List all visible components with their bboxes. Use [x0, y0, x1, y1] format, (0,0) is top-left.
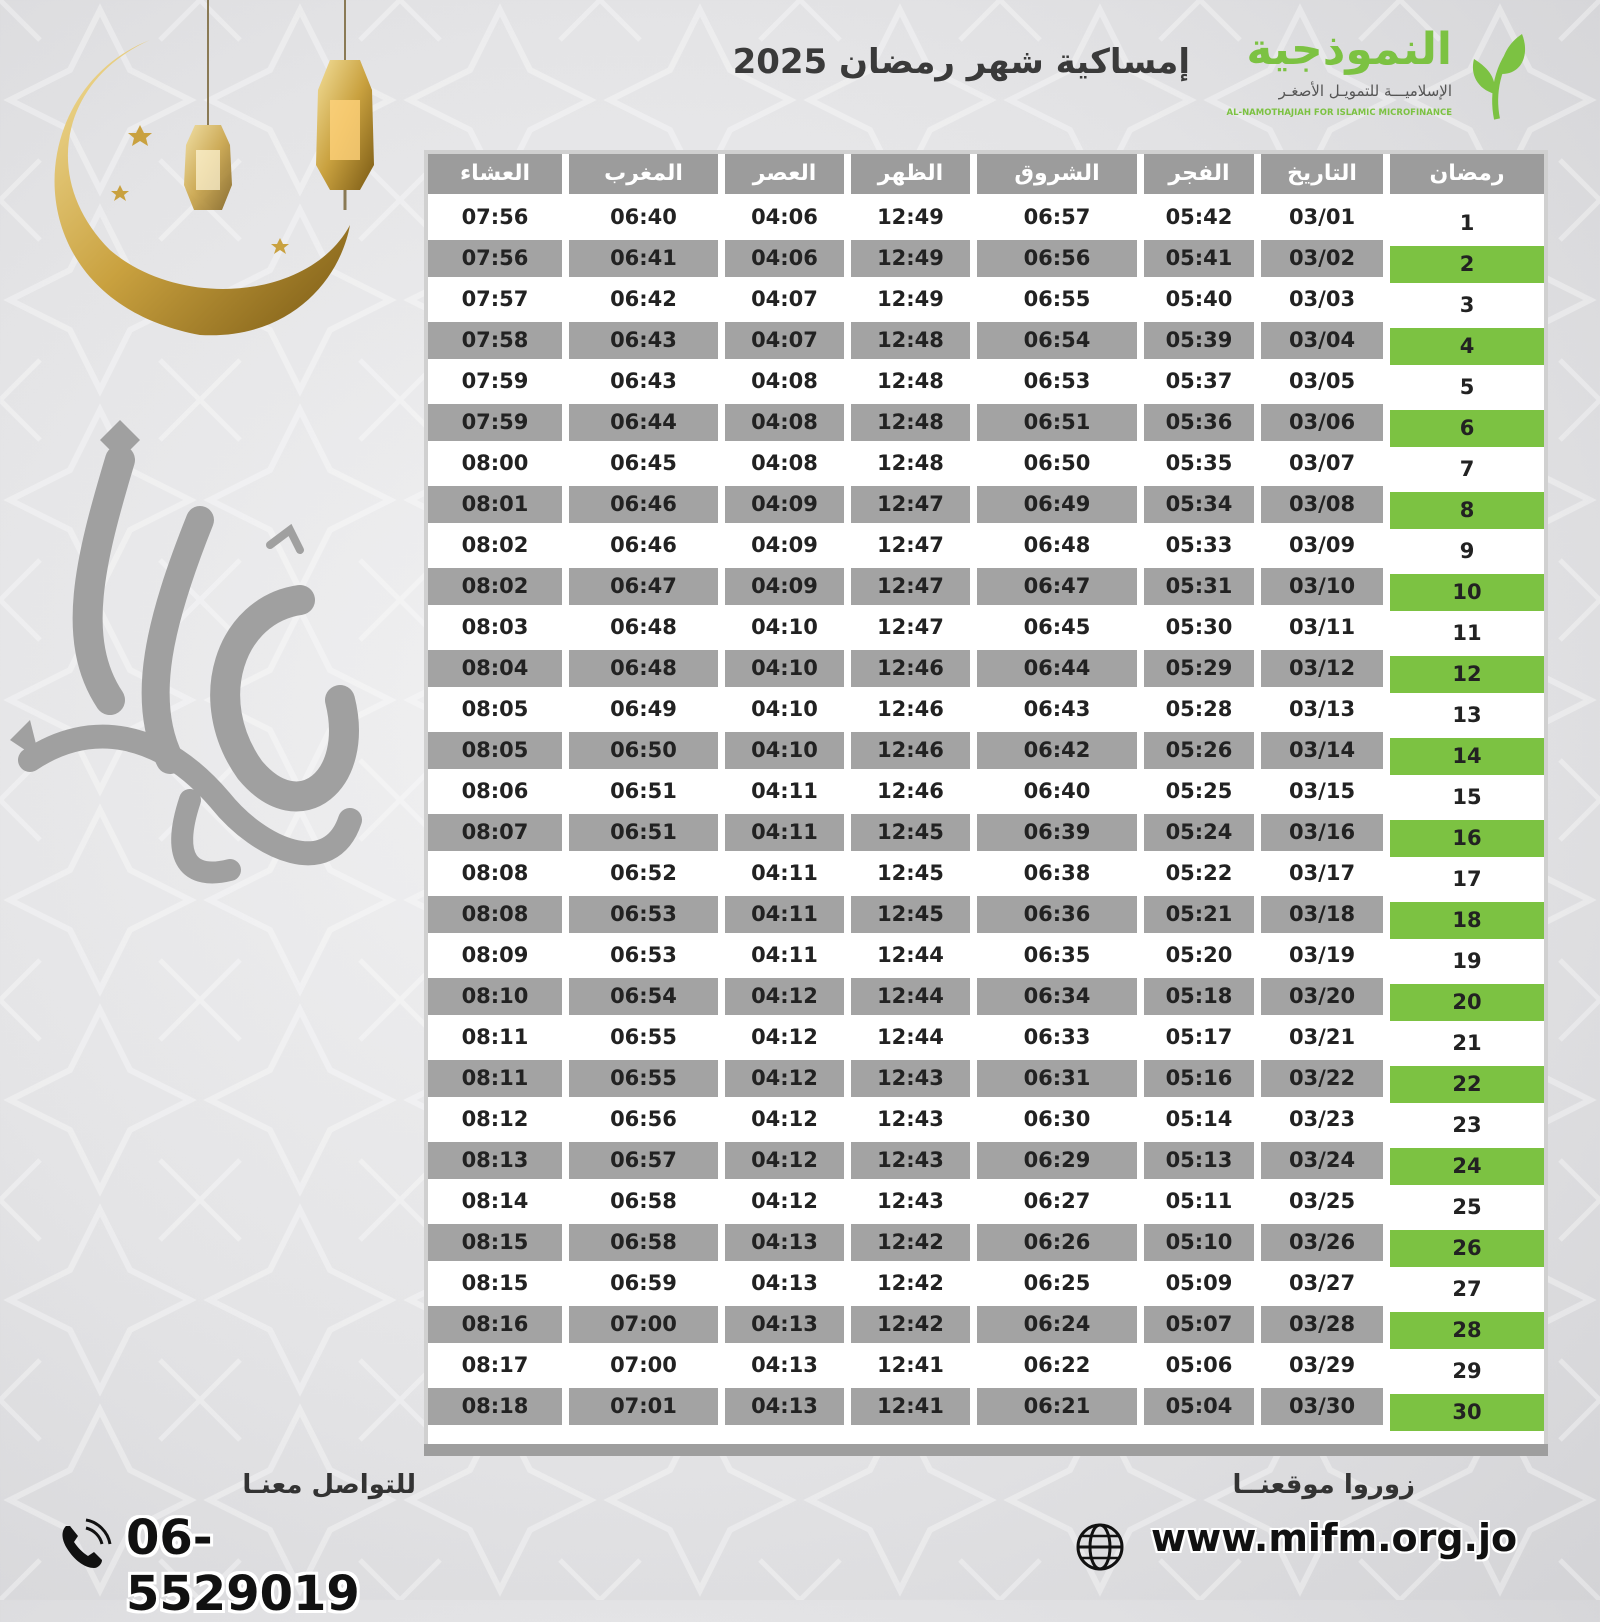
cell-asr: 04:13 — [751, 1271, 818, 1295]
cell-fajr: 05:34 — [1144, 486, 1254, 523]
cell-day: 20 — [1390, 984, 1544, 1021]
cell-shuruq: 06:44 — [977, 650, 1137, 687]
cell-maghrib: 06:57 — [569, 1142, 718, 1179]
cell-date: 03/17 — [1288, 861, 1356, 885]
cell-date: 03/03 — [1288, 287, 1356, 311]
cell-dhuhr: 12:42 — [851, 1306, 970, 1343]
cell-date: 03/29 — [1288, 1353, 1356, 1377]
cell-isha: 08:17 — [461, 1353, 529, 1377]
table-row — [428, 404, 1544, 441]
table-row — [428, 691, 1544, 728]
cell-isha: 08:10 — [428, 978, 562, 1015]
cell-fajr: 05:30 — [1165, 615, 1233, 639]
cell-shuruq: 06:51 — [977, 404, 1137, 441]
cell-date: 03/14 — [1261, 732, 1383, 769]
cell-maghrib: 06:42 — [610, 287, 677, 311]
cell-asr: 04:10 — [751, 697, 818, 721]
visit-label: زوروا موقعنــا — [1232, 1470, 1415, 1500]
cell-dhuhr: 12:45 — [851, 814, 970, 851]
cell-maghrib: 06:50 — [569, 732, 718, 769]
cell-shuruq: 06:40 — [1023, 779, 1091, 803]
cell-shuruq: 06:53 — [1023, 369, 1091, 393]
cell-fajr: 05:17 — [1165, 1025, 1233, 1049]
visit-block — [1075, 1470, 1535, 1580]
table-row — [428, 1265, 1544, 1302]
cell-dhuhr: 12:44 — [877, 1025, 944, 1049]
cell-day: 19 — [1452, 949, 1482, 973]
cell-date: 03/30 — [1261, 1388, 1383, 1425]
cell-asr: 04:13 — [725, 1224, 844, 1261]
cell-fajr: 05:20 — [1165, 943, 1233, 967]
cell-maghrib: 06:51 — [610, 779, 677, 803]
cell-maghrib: 06:46 — [569, 486, 718, 523]
cell-maghrib: 06:44 — [569, 404, 718, 441]
cell-dhuhr: 12:46 — [851, 732, 970, 769]
cell-day: 1 — [1459, 211, 1475, 235]
cell-shuruq: 06:30 — [1023, 1107, 1091, 1131]
cell-fajr: 05:39 — [1144, 322, 1254, 359]
cell-maghrib: 06:55 — [569, 1060, 718, 1097]
cell-day: 9 — [1459, 539, 1475, 563]
cell-fajr: 05:18 — [1144, 978, 1254, 1015]
table-row — [428, 1142, 1544, 1179]
cell-fajr: 05:22 — [1165, 861, 1233, 885]
cell-maghrib: 06:45 — [610, 451, 677, 475]
cell-shuruq: 06:21 — [977, 1388, 1137, 1425]
cell-date: 03/25 — [1288, 1189, 1356, 1213]
cell-asr: 04:11 — [725, 896, 844, 933]
cell-dhuhr: 12:47 — [877, 533, 944, 557]
globe-icon — [1075, 1522, 1125, 1572]
table-row — [428, 568, 1544, 605]
cell-asr: 04:13 — [725, 1306, 844, 1343]
cell-shuruq: 06:35 — [1023, 943, 1091, 967]
cell-date: 03/01 — [1288, 205, 1356, 229]
table-bottom-bar — [424, 1444, 1548, 1456]
cell-maghrib: 06:40 — [610, 205, 677, 229]
cell-shuruq: 06:33 — [1023, 1025, 1091, 1049]
cell-asr: 04:12 — [751, 1189, 818, 1213]
cell-date: 03/24 — [1261, 1142, 1383, 1179]
cell-shuruq: 06:45 — [1023, 615, 1091, 639]
cell-asr: 04:10 — [751, 615, 818, 639]
table-row — [428, 937, 1544, 974]
cell-fajr: 05:06 — [1165, 1353, 1233, 1377]
cell-date: 03/23 — [1288, 1107, 1356, 1131]
cell-fajr: 05:26 — [1144, 732, 1254, 769]
cell-isha: 08:16 — [428, 1306, 562, 1343]
cell-asr: 04:12 — [751, 1107, 818, 1131]
cell-date: 03/02 — [1261, 240, 1383, 277]
table-row — [428, 1101, 1544, 1138]
table-row — [428, 1060, 1544, 1097]
phone-icon — [56, 1518, 112, 1574]
cell-maghrib: 07:00 — [569, 1306, 718, 1343]
contact-phone[interactable]: 06-5529019 — [126, 1510, 360, 1622]
cell-fajr: 05:36 — [1144, 404, 1254, 441]
table-row — [428, 732, 1544, 769]
table-row — [428, 486, 1544, 523]
cell-maghrib: 06:48 — [610, 615, 677, 639]
cell-isha: 08:06 — [461, 779, 529, 803]
cell-isha: 08:05 — [428, 732, 562, 769]
cell-isha: 08:15 — [428, 1224, 562, 1261]
cell-date: 03/09 — [1288, 533, 1356, 557]
cell-date: 03/19 — [1288, 943, 1356, 967]
contact-label: للتواصل معنـا — [242, 1470, 416, 1500]
lantern-icon — [184, 0, 374, 210]
cell-isha: 08:15 — [461, 1271, 529, 1295]
cell-asr: 04:06 — [751, 205, 818, 229]
cell-isha: 07:59 — [461, 369, 529, 393]
cell-shuruq: 06:43 — [1023, 697, 1091, 721]
cell-isha: 08:09 — [461, 943, 529, 967]
cell-maghrib: 06:43 — [569, 322, 718, 359]
cell-isha: 08:08 — [428, 896, 562, 933]
cell-dhuhr: 12:41 — [877, 1353, 944, 1377]
cell-shuruq: 06:22 — [1023, 1353, 1091, 1377]
cell-maghrib: 06:51 — [569, 814, 718, 851]
logo-name: النموذجية — [1246, 24, 1452, 75]
cell-shuruq: 06:47 — [977, 568, 1137, 605]
cell-shuruq: 06:54 — [977, 322, 1137, 359]
cell-day: 26 — [1390, 1230, 1544, 1267]
cell-dhuhr: 12:49 — [851, 240, 970, 277]
cell-isha: 07:58 — [428, 322, 562, 359]
cell-day: 7 — [1459, 457, 1475, 481]
cell-asr: 04:07 — [751, 287, 818, 311]
table-row — [428, 527, 1544, 564]
page-title: إمساكية شهر رمضان 2025 — [732, 42, 1190, 82]
cell-day: 14 — [1390, 738, 1544, 775]
cell-shuruq: 06:27 — [1023, 1189, 1091, 1213]
cell-date: 03/18 — [1261, 896, 1383, 933]
cell-fajr: 05:11 — [1165, 1189, 1233, 1213]
cell-maghrib: 06:59 — [610, 1271, 677, 1295]
table-row — [428, 240, 1544, 277]
cell-maghrib: 06:52 — [610, 861, 677, 885]
cell-date: 03/04 — [1261, 322, 1383, 359]
cell-day: 8 — [1390, 492, 1544, 529]
cell-dhuhr: 12:46 — [851, 650, 970, 687]
cell-maghrib: 06:43 — [610, 369, 677, 393]
cell-day: 5 — [1459, 375, 1475, 399]
ramadan-ornament — [0, 0, 420, 1460]
cell-day: 29 — [1452, 1359, 1482, 1383]
cell-asr: 04:13 — [751, 1353, 818, 1377]
table-row — [428, 1019, 1544, 1056]
cell-day: 21 — [1452, 1031, 1482, 1055]
cell-day: 30 — [1390, 1394, 1544, 1431]
cell-fajr: 05:33 — [1165, 533, 1233, 557]
cell-dhuhr: 12:47 — [851, 486, 970, 523]
cell-day: 24 — [1390, 1148, 1544, 1185]
cell-isha: 08:01 — [428, 486, 562, 523]
cell-isha: 07:56 — [428, 240, 562, 277]
table-row — [428, 896, 1544, 933]
cell-dhuhr: 12:41 — [851, 1388, 970, 1425]
cell-asr: 04:13 — [725, 1388, 844, 1425]
imsakia-table — [424, 150, 1548, 1456]
cell-asr: 04:12 — [725, 978, 844, 1015]
cell-asr: 04:07 — [725, 322, 844, 359]
cell-dhuhr: 12:42 — [877, 1271, 944, 1295]
cell-dhuhr: 12:46 — [877, 779, 944, 803]
cell-asr: 04:11 — [751, 779, 818, 803]
cell-fajr: 05:40 — [1165, 287, 1233, 311]
cell-day: 2 — [1390, 246, 1544, 283]
cell-date: 03/22 — [1261, 1060, 1383, 1097]
table-row — [428, 855, 1544, 892]
cell-day: 13 — [1452, 703, 1482, 727]
table-row — [428, 650, 1544, 687]
cell-shuruq: 06:31 — [977, 1060, 1137, 1097]
cell-date: 03/20 — [1261, 978, 1383, 1015]
cell-day: 6 — [1390, 410, 1544, 447]
cell-dhuhr: 12:47 — [877, 615, 944, 639]
cell-date: 03/06 — [1261, 404, 1383, 441]
header-maghrib: المغرب — [569, 154, 718, 194]
table-row — [428, 609, 1544, 646]
cell-date: 03/10 — [1261, 568, 1383, 605]
cell-asr: 04:10 — [725, 650, 844, 687]
cell-asr: 04:12 — [751, 1025, 818, 1049]
table-row — [428, 773, 1544, 810]
cell-asr: 04:08 — [751, 369, 818, 393]
cell-dhuhr: 12:42 — [851, 1224, 970, 1261]
cell-dhuhr: 12:43 — [851, 1142, 970, 1179]
cell-fajr: 05:37 — [1165, 369, 1233, 393]
leaf-icon — [1462, 24, 1532, 124]
cell-date: 03/21 — [1288, 1025, 1356, 1049]
cell-dhuhr: 12:45 — [877, 861, 944, 885]
cell-maghrib: 06:54 — [569, 978, 718, 1015]
cell-dhuhr: 12:43 — [851, 1060, 970, 1097]
cell-fajr: 05:24 — [1144, 814, 1254, 851]
website-link[interactable]: www.mifm.org.jo — [1151, 1516, 1518, 1560]
cell-maghrib: 06:53 — [569, 896, 718, 933]
cell-isha: 07:56 — [461, 205, 529, 229]
cell-day: 12 — [1390, 656, 1544, 693]
cell-dhuhr: 12:43 — [877, 1189, 944, 1213]
cell-dhuhr: 12:44 — [877, 943, 944, 967]
cell-date: 03/15 — [1288, 779, 1356, 803]
cell-maghrib: 06:55 — [610, 1025, 677, 1049]
cell-isha: 08:00 — [461, 451, 529, 475]
cell-day: 27 — [1452, 1277, 1482, 1301]
cell-dhuhr: 12:48 — [851, 404, 970, 441]
cell-date: 03/27 — [1288, 1271, 1356, 1295]
table-row — [428, 281, 1544, 318]
cell-shuruq: 06:42 — [977, 732, 1137, 769]
cell-day: 28 — [1390, 1312, 1544, 1349]
cell-dhuhr: 12:48 — [877, 451, 944, 475]
cell-date: 03/08 — [1261, 486, 1383, 523]
cell-isha: 08:02 — [461, 533, 529, 557]
cell-maghrib: 06:56 — [610, 1107, 677, 1131]
cell-date: 03/12 — [1261, 650, 1383, 687]
cell-asr: 04:11 — [725, 814, 844, 851]
table-row — [428, 1224, 1544, 1261]
cell-shuruq: 06:39 — [977, 814, 1137, 851]
cell-isha: 08:12 — [461, 1107, 529, 1131]
cell-shuruq: 06:29 — [977, 1142, 1137, 1179]
header-dhuhr: الظهر — [851, 154, 970, 194]
cell-fajr: 05:31 — [1144, 568, 1254, 605]
cell-maghrib: 06:46 — [610, 533, 677, 557]
cell-fajr: 05:28 — [1165, 697, 1233, 721]
cell-asr: 04:11 — [751, 861, 818, 885]
cell-day: 10 — [1390, 574, 1544, 611]
cell-asr: 04:12 — [725, 1060, 844, 1097]
cell-day: 25 — [1452, 1195, 1482, 1219]
cell-fajr: 05:04 — [1144, 1388, 1254, 1425]
cell-shuruq: 06:24 — [977, 1306, 1137, 1343]
cell-isha: 07:59 — [428, 404, 562, 441]
cell-asr: 04:12 — [725, 1142, 844, 1179]
cell-asr: 04:09 — [725, 568, 844, 605]
cell-isha: 08:11 — [461, 1025, 529, 1049]
cell-fajr: 05:16 — [1144, 1060, 1254, 1097]
cell-isha: 08:11 — [428, 1060, 562, 1097]
ramadan-calligraphy-icon — [10, 420, 350, 872]
cell-shuruq: 06:34 — [977, 978, 1137, 1015]
cell-isha: 08:03 — [461, 615, 529, 639]
cell-dhuhr: 12:48 — [877, 369, 944, 393]
cell-isha: 08:05 — [461, 697, 529, 721]
table-row — [428, 814, 1544, 851]
cell-dhuhr: 12:49 — [877, 287, 944, 311]
cell-maghrib: 06:41 — [569, 240, 718, 277]
table-row — [428, 1183, 1544, 1220]
cell-shuruq: 06:36 — [977, 896, 1137, 933]
header-date: التاريخ — [1261, 154, 1383, 194]
cell-shuruq: 06:55 — [1023, 287, 1091, 311]
cell-asr: 04:09 — [725, 486, 844, 523]
cell-asr: 04:08 — [725, 404, 844, 441]
cell-maghrib: 06:48 — [569, 650, 718, 687]
cell-fajr: 05:13 — [1144, 1142, 1254, 1179]
cell-fajr: 05:41 — [1144, 240, 1254, 277]
cell-fajr: 05:25 — [1165, 779, 1233, 803]
table-row — [428, 363, 1544, 400]
cell-dhuhr: 12:45 — [851, 896, 970, 933]
table-row — [428, 1347, 1544, 1384]
cell-day: 3 — [1459, 293, 1475, 317]
cell-dhuhr: 12:46 — [877, 697, 944, 721]
table-row — [428, 1388, 1544, 1425]
header-shuruq: الشروق — [977, 154, 1137, 194]
cell-isha: 07:57 — [461, 287, 529, 311]
cell-day: 15 — [1452, 785, 1482, 809]
cell-day: 11 — [1452, 621, 1482, 645]
cell-shuruq: 06:50 — [1023, 451, 1091, 475]
cell-maghrib: 06:58 — [610, 1189, 677, 1213]
cell-asr: 04:06 — [725, 240, 844, 277]
header-asr: العصر — [725, 154, 844, 194]
cell-date: 03/16 — [1261, 814, 1383, 851]
cell-day: 16 — [1390, 820, 1544, 857]
cell-day: 18 — [1390, 902, 1544, 939]
table-row — [428, 978, 1544, 1015]
cell-date: 03/13 — [1288, 697, 1356, 721]
header-fajr: الفجر — [1144, 154, 1254, 194]
cell-dhuhr: 12:48 — [851, 322, 970, 359]
cell-isha: 08:13 — [428, 1142, 562, 1179]
logo-subtitle: الإسلاميـــة للتمويـل الأصغـر — [1278, 82, 1452, 100]
cell-day: 4 — [1390, 328, 1544, 365]
cell-fajr: 05:14 — [1165, 1107, 1233, 1131]
table-row — [428, 199, 1544, 236]
header-isha: العشاء — [428, 154, 562, 194]
cell-fajr: 05:09 — [1165, 1271, 1233, 1295]
header-ramadan: رمضان — [1390, 154, 1544, 194]
cell-fajr: 05:21 — [1144, 896, 1254, 933]
cell-dhuhr: 12:49 — [877, 205, 944, 229]
cell-asr: 04:08 — [751, 451, 818, 475]
cell-maghrib: 06:49 — [610, 697, 677, 721]
cell-date: 03/28 — [1261, 1306, 1383, 1343]
cell-dhuhr: 12:44 — [851, 978, 970, 1015]
table-row — [428, 322, 1544, 359]
cell-shuruq: 06:25 — [1023, 1271, 1091, 1295]
cell-isha: 08:02 — [428, 568, 562, 605]
cell-fajr: 05:42 — [1165, 205, 1233, 229]
cell-day: 17 — [1452, 867, 1482, 891]
cell-date: 03/11 — [1288, 615, 1356, 639]
logo-english: AL-NAMOTHAJIAH FOR ISLAMIC MICROFINANCE — [1226, 108, 1452, 118]
cell-shuruq: 06:49 — [977, 486, 1137, 523]
cell-asr: 04:11 — [751, 943, 818, 967]
cell-shuruq: 06:26 — [977, 1224, 1137, 1261]
cell-isha: 08:07 — [428, 814, 562, 851]
cell-maghrib: 06:47 — [569, 568, 718, 605]
logo — [1226, 18, 1532, 128]
cell-isha: 08:18 — [428, 1388, 562, 1425]
cell-maghrib: 06:58 — [569, 1224, 718, 1261]
contact-block — [56, 1470, 426, 1622]
cell-date: 03/26 — [1261, 1224, 1383, 1261]
cell-fajr: 05:35 — [1165, 451, 1233, 475]
cell-maghrib: 06:53 — [610, 943, 677, 967]
cell-day: 23 — [1452, 1113, 1482, 1137]
cell-maghrib: 07:01 — [569, 1388, 718, 1425]
cell-shuruq: 06:38 — [1023, 861, 1091, 885]
cell-date: 03/05 — [1288, 369, 1356, 393]
cell-dhuhr: 12:47 — [851, 568, 970, 605]
cell-date: 03/07 — [1288, 451, 1356, 475]
cell-dhuhr: 12:43 — [877, 1107, 944, 1131]
cell-isha: 08:08 — [461, 861, 529, 885]
cell-shuruq: 06:57 — [1023, 205, 1091, 229]
cell-isha: 08:04 — [428, 650, 562, 687]
cell-fajr: 05:29 — [1144, 650, 1254, 687]
cell-fajr: 05:07 — [1144, 1306, 1254, 1343]
cell-fajr: 05:10 — [1144, 1224, 1254, 1261]
table-row — [428, 445, 1544, 482]
table-row — [428, 1306, 1544, 1343]
cell-maghrib: 07:00 — [610, 1353, 677, 1377]
cell-asr: 04:09 — [751, 533, 818, 557]
cell-shuruq: 06:56 — [977, 240, 1137, 277]
cell-day: 22 — [1390, 1066, 1544, 1103]
cell-shuruq: 06:48 — [1023, 533, 1091, 557]
cell-isha: 08:14 — [461, 1189, 529, 1213]
cell-asr: 04:10 — [725, 732, 844, 769]
